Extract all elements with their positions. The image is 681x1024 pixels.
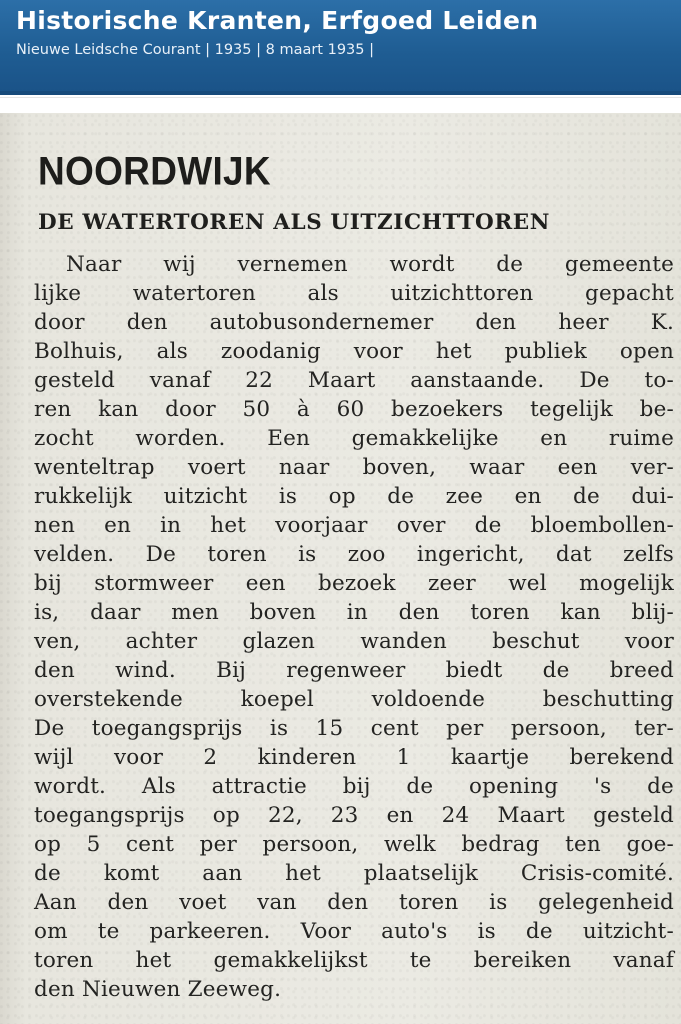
newspaper-scan (0, 113, 681, 1024)
article-line: wijl voor 2 kinderen 1 kaartje berekend (34, 745, 674, 770)
article-line: ven, achter glazen wanden beschut voor (34, 629, 674, 654)
article-line: Aan den voet van den toren is gelegenheid (34, 890, 674, 915)
article-line: om te parkeeren. Voor auto's is de uitzicht- (34, 919, 674, 944)
article-line: den Nieuwen Zeeweg. (34, 977, 282, 1002)
article-line: ren kan door 50 à 60 bezoekers tegelijk be- (34, 397, 674, 422)
site-header (0, 0, 681, 95)
header-separator (0, 95, 681, 113)
article-line: bij stormweer een bezoek zeer wel mogelijk (34, 571, 674, 596)
article-line: overstekende koepel voldoende beschutting (34, 687, 674, 712)
article-line: toegangsprijs op 22, 23 en 24 Maart gesteld (34, 803, 674, 828)
article-line: op 5 cent per persoon, welk bedrag ten goe- (34, 832, 674, 857)
article-line: gesteld vanaf 22 Maart aanstaande. De to- (34, 368, 674, 393)
article-line: zocht worden. Een gemakkelijke en ruime (34, 426, 674, 451)
article-line: Naar wij vernemen wordt de gemeente (66, 252, 674, 277)
article-line: wenteltrap voert naar boven, waar een ver- (34, 455, 674, 480)
article-line: toren het gemakkelijkst te bereiken vanaf (34, 948, 674, 973)
article-line: wordt. Als attractie bij de opening 's de (34, 774, 674, 799)
article-section-heading: NOORDWIJK (38, 149, 271, 194)
site-title[interactable]: Historische Kranten, Erfgoed Leiden (16, 6, 539, 35)
article-headline: DE WATERTOREN ALS UITZICHTTOREN (38, 210, 551, 235)
article-line: velden. De toren is zoo ingericht, dat zelfs (34, 542, 674, 567)
article-line: door den autobusondernemer den heer K. (34, 310, 674, 335)
issue-breadcrumb: Nieuwe Leidsche Courant | 1935 | 8 maart 1935 | (16, 42, 374, 58)
article-line: den wind. Bij regenweer biedt de breed (34, 658, 674, 683)
article-line: De toegangsprijs is 15 cent per persoon, ter- (34, 716, 674, 741)
article-line: de komt aan het plaatselijk Crisis-comité. (34, 861, 674, 886)
article-line: is, daar men boven in den toren kan blij- (34, 600, 674, 625)
article-line: rukkelijk uitzicht is op de zee en de dui- (34, 484, 674, 509)
article-line: nen en in het voorjaar over de bloembollen- (34, 513, 674, 538)
article-line: Bolhuis, als zoodanig voor het publiek open (34, 339, 674, 364)
article-line: lijke watertoren als uitzichttoren gepacht (34, 281, 674, 306)
